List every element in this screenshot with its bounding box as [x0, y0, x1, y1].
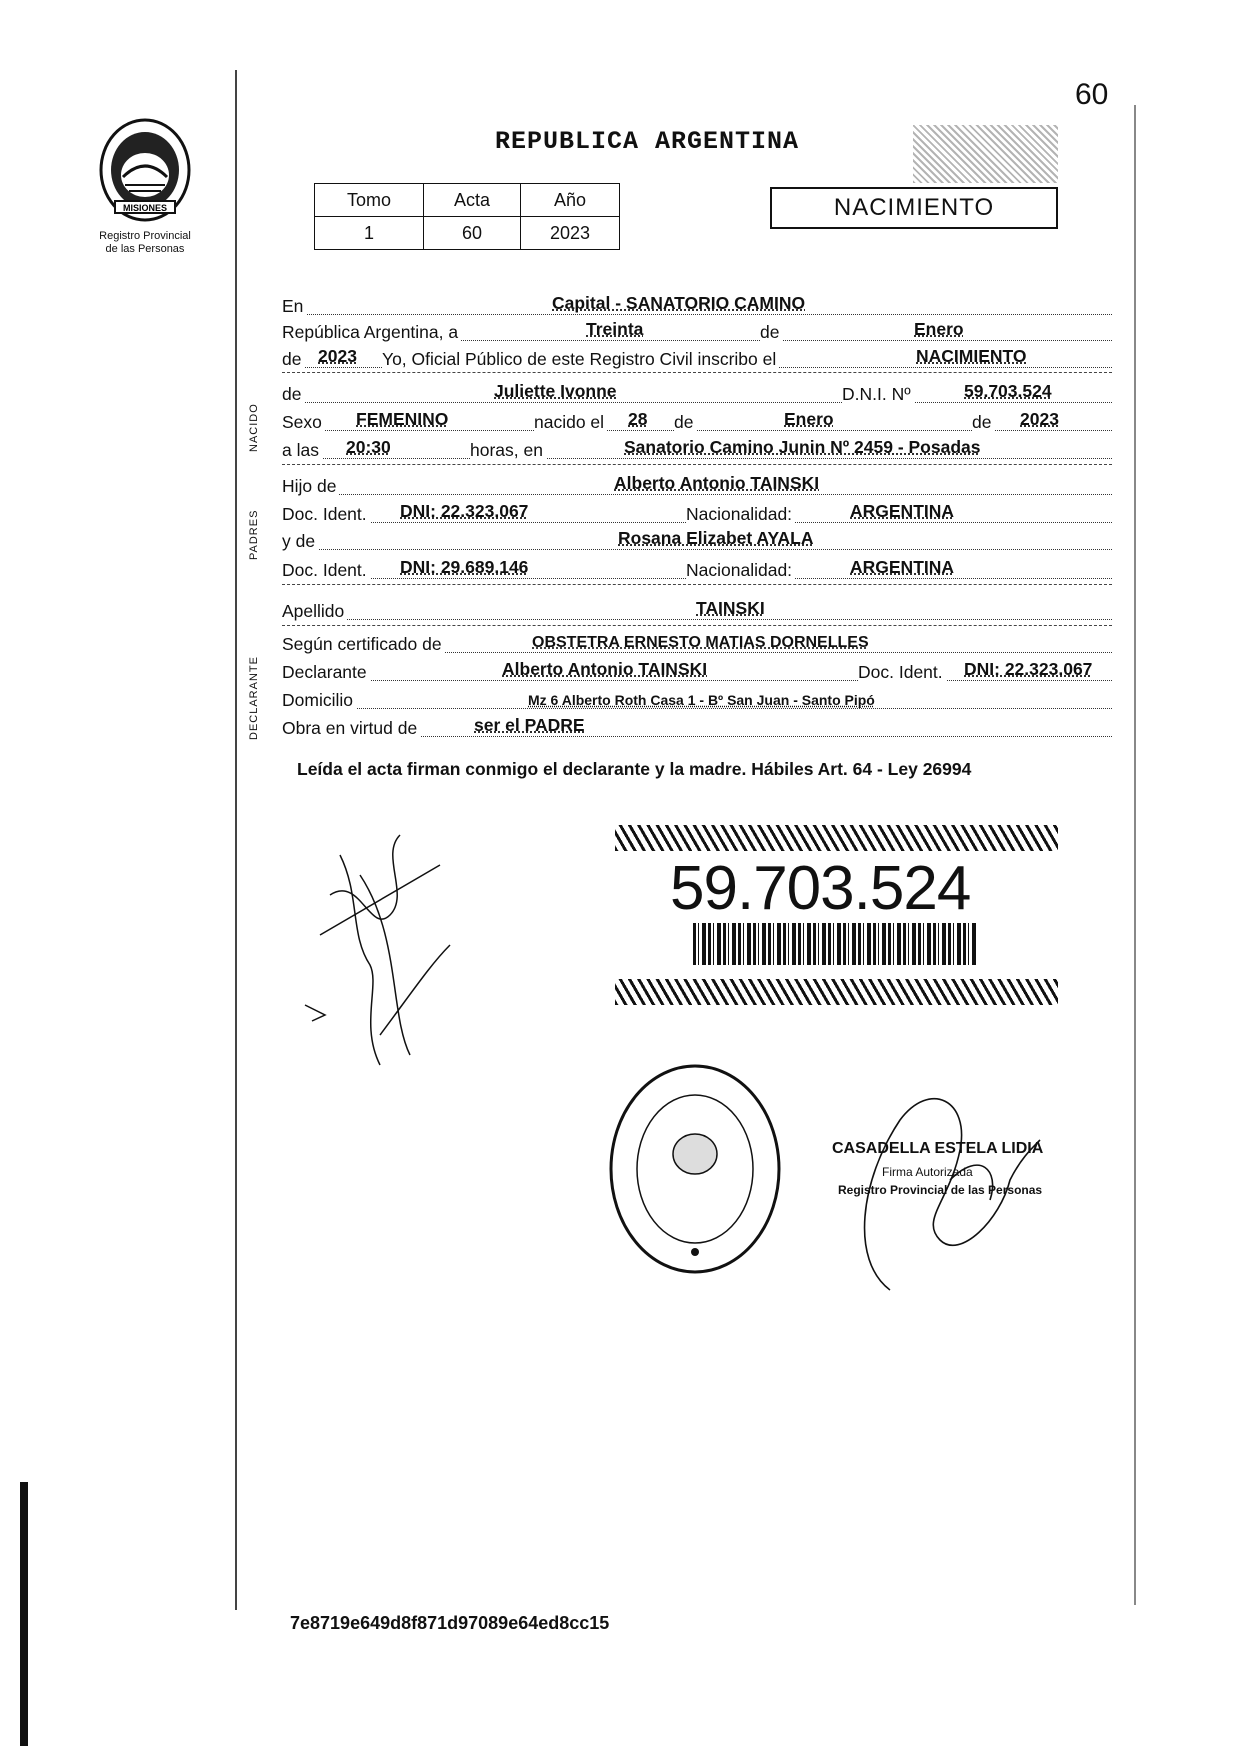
sex-value: FEMENINO [356, 409, 449, 429]
republica-label: República Argentina, a [282, 322, 461, 343]
hijo-label: Hijo de [282, 476, 339, 497]
horas-label: horas, en [470, 440, 546, 461]
dni-label: D.N.I. Nº [842, 384, 914, 405]
year-value: 2023 [318, 346, 357, 366]
registry-caption-line1: Registro Provincial [99, 230, 191, 242]
row-obra [282, 714, 1112, 740]
mother-nat-label: Nacionalidad: [686, 560, 795, 581]
record-type-box: NACIMIENTO [770, 187, 1058, 229]
svg-text:MISIONES: MISIONES [122, 203, 168, 213]
row-father-doc [282, 500, 1112, 526]
month-value: Enero [914, 319, 964, 339]
side-label-nacido: NACIDO [248, 403, 260, 452]
birth-place: Sanatorio Camino Junin Nº 2459 - Posadas [624, 437, 981, 457]
en-label: En [282, 296, 306, 317]
table-value-tomo: 1 [315, 217, 424, 250]
birth-year: 2023 [1020, 409, 1059, 429]
y-de-label: y de [282, 531, 318, 552]
name-de-label: de [282, 384, 304, 405]
officer-signature [830, 1060, 1070, 1300]
table-header-tomo: Tomo [315, 184, 424, 217]
acts-as-value: ser el PADRE [474, 715, 585, 735]
birth-day: 28 [628, 409, 648, 429]
a-las-label: a las [282, 440, 322, 461]
apellido-label: Apellido [282, 601, 347, 622]
table-header-acta: Acta [424, 184, 521, 217]
table-value-acta: 60 [424, 217, 521, 250]
birth-month: Enero [784, 409, 834, 429]
father-nat-label: Nacionalidad: [686, 504, 795, 525]
declarante-label: Declarante [282, 662, 370, 683]
separator [282, 584, 1112, 585]
domicilio-label: Domicilio [282, 690, 356, 711]
officer-office: Registro Provincial de las Personas [838, 1183, 1043, 1197]
left-margin-line [235, 70, 237, 1610]
separator [282, 464, 1112, 465]
row-father [282, 472, 1112, 498]
certificate-issuer: OBSTETRA ERNESTO MATIAS DORNELLES [532, 634, 869, 651]
father-doc-label: Doc. Ident. [282, 504, 370, 525]
officer-name: CASADELLA ESTELA LIDIA [832, 1140, 1044, 1157]
row-apellido [282, 597, 1112, 623]
child-name: Juliette Ivonne [494, 381, 617, 401]
de-label: de [760, 322, 782, 343]
dni-barcode [693, 923, 978, 965]
segun-label: Según certificado de [282, 634, 445, 655]
de3-label: de [972, 412, 994, 433]
year-de-label: de [282, 349, 304, 370]
declarant-name: Alberto Antonio TAINSKI [502, 659, 708, 679]
separator [282, 372, 1112, 373]
book-reference-table [314, 183, 620, 250]
declarant-doc: DNI: 22.323.067 [964, 659, 1093, 679]
document-hash: 7e8719e649d8f871d97089e64ed8cc15 [290, 1613, 610, 1633]
address-value: Mz 6 Alberto Roth Casa 1 - Bº San Juan - Santo Pipó [528, 692, 875, 708]
place-of-registration: Capital - SANATORIO CAMINO [552, 293, 806, 313]
row-mother-doc [282, 556, 1112, 582]
day-value: Treinta [586, 319, 644, 339]
de2-label: de [674, 412, 696, 433]
officer-role: Firma Autorizada [882, 1165, 973, 1179]
table-value-anio: 2023 [521, 217, 620, 250]
sexo-label: Sexo [282, 412, 325, 433]
side-label-padres: PADRES [248, 509, 260, 560]
registry-caption-line2: de las Personas [105, 243, 185, 255]
dni-stamp-number: 59.703.524 [670, 854, 971, 923]
record-kind-value: NACIMIENTO [916, 346, 1027, 366]
table-header-anio: Año [521, 184, 620, 217]
page-number: 60 [1075, 78, 1109, 111]
row-date [282, 318, 1112, 344]
father-nationality: ARGENTINA [850, 501, 955, 521]
document-title: REPUBLICA ARGENTINA [495, 127, 800, 156]
official-seal [605, 1062, 785, 1277]
nacido-label: nacido el [534, 412, 607, 433]
father-name: Alberto Antonio TAINSKI [614, 473, 820, 493]
mother-doc: DNI: 29.689.146 [400, 557, 529, 577]
side-label-declarante: DECLARANTE [248, 656, 260, 740]
obra-label: Obra en virtud de [282, 718, 420, 739]
scan-edge-bar [20, 1482, 28, 1746]
row-name [282, 380, 1112, 406]
row-certificado [282, 630, 1112, 656]
declarant-signature [300, 815, 490, 1085]
row-declarante [282, 658, 1112, 684]
separator [282, 625, 1112, 626]
registry-caption [70, 230, 220, 256]
legal-statement: Leída el acta firman conmigo el declarante y la madre. Hábiles Art. 64 - Ley 26994 [297, 759, 972, 779]
row-year [282, 345, 1112, 371]
dni-stamp [615, 825, 1058, 1005]
child-dni: 59.703.524 [964, 381, 1052, 401]
row-sex-birth [282, 408, 1112, 434]
mother-doc-label: Doc. Ident. [282, 560, 370, 581]
father-doc: DNI: 22.323.067 [400, 501, 529, 521]
surname-value: TAINSKI [696, 598, 765, 618]
mother-name: Rosana Elizabet AYALA [618, 528, 814, 548]
inscribo-label: Yo, Oficial Público de este Registro Civil inscribo el [382, 349, 779, 370]
mother-nationality: ARGENTINA [850, 557, 955, 577]
row-hour-place [282, 436, 1112, 462]
security-pattern-top [615, 825, 1058, 851]
security-hologram [913, 125, 1058, 183]
declarant-doc-label: Doc. Ident. [858, 662, 946, 683]
birth-hour: 20:30 [346, 437, 391, 457]
row-en [282, 292, 1112, 318]
security-pattern-bottom [615, 979, 1058, 1005]
right-margin-line [1134, 105, 1136, 1605]
row-mother [282, 527, 1112, 553]
row-domicilio [282, 686, 1112, 712]
province-coat-of-arms-logo [85, 115, 205, 225]
